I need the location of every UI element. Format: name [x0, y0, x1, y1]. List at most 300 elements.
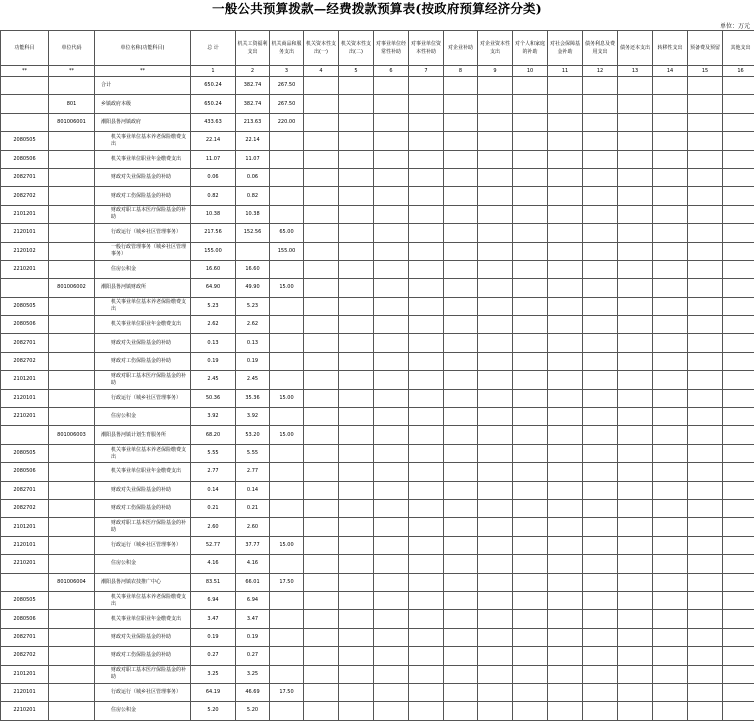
value-cell [653, 187, 688, 205]
value-cell [723, 647, 754, 665]
value-cell [409, 426, 444, 444]
value-cell [270, 168, 304, 186]
function-code-cell: 2101201 [1, 371, 49, 389]
value-cell [478, 610, 513, 628]
value-cell [548, 150, 583, 168]
function-code-cell [1, 113, 49, 131]
value-cell [339, 463, 374, 481]
value-cell [618, 242, 653, 260]
value-cell: 2.77 [191, 463, 236, 481]
value-cell: 4.16 [191, 555, 236, 573]
value-cell [688, 518, 723, 536]
unit-name-cell: 机关事业单位职业年金缴费支出 [95, 610, 191, 628]
value-cell [583, 95, 618, 113]
value-cell [478, 481, 513, 499]
value-cell [444, 683, 478, 701]
unit-code-cell [49, 481, 95, 499]
value-cell [374, 408, 409, 426]
unit-code-cell [49, 352, 95, 370]
value-cell [548, 536, 583, 554]
unit-name-cell: 行政运行（城乡社区管理事务） [95, 683, 191, 701]
unit-code-cell [49, 536, 95, 554]
value-cell [618, 683, 653, 701]
column-header: 转移性支出 [653, 31, 688, 66]
value-cell [339, 279, 374, 297]
value-cell [444, 297, 478, 315]
value-cell [723, 132, 754, 150]
value-cell [409, 573, 444, 591]
value-cell [478, 463, 513, 481]
value-cell [583, 481, 618, 499]
value-cell [653, 591, 688, 609]
value-cell [444, 573, 478, 591]
value-cell [270, 150, 304, 168]
value-cell [444, 481, 478, 499]
value-cell: 3.25 [236, 665, 270, 683]
value-cell [618, 702, 653, 720]
value-cell: 3.92 [191, 408, 236, 426]
value-cell [339, 665, 374, 683]
unit-name-cell: 一般行政管理事务（城乡社区管理事务） [95, 242, 191, 260]
value-cell [723, 187, 754, 205]
value-cell [583, 334, 618, 352]
value-cell [583, 77, 618, 95]
value-cell [548, 187, 583, 205]
unit-name-cell: 财政对失业保险基金的补助 [95, 628, 191, 646]
value-cell [583, 444, 618, 462]
value-cell [304, 95, 339, 113]
value-cell [583, 665, 618, 683]
value-cell [478, 647, 513, 665]
value-cell [374, 95, 409, 113]
value-cell [618, 591, 653, 609]
value-cell [583, 113, 618, 131]
column-header: 机关商品和服务支出 [270, 31, 304, 66]
value-cell [583, 683, 618, 701]
value-cell [409, 316, 444, 334]
value-cell [583, 371, 618, 389]
table-row [1, 702, 754, 720]
value-cell [444, 463, 478, 481]
value-cell [548, 168, 583, 186]
value-cell [478, 536, 513, 554]
unit-name-cell: 机关事业单位基本养老保险缴费支出 [95, 132, 191, 150]
value-cell [618, 224, 653, 242]
value-cell [339, 426, 374, 444]
unit-name-cell: 机关事业单位职业年金缴费支出 [95, 463, 191, 481]
value-cell: 382.74 [236, 77, 270, 95]
column-index: ** [49, 66, 95, 77]
value-cell [409, 132, 444, 150]
unit-name-cell: 潮阳县鲁河镇财政所 [95, 279, 191, 297]
value-cell [304, 316, 339, 334]
value-cell [513, 132, 548, 150]
value-cell [339, 187, 374, 205]
value-cell [339, 352, 374, 370]
value-cell [548, 242, 583, 260]
value-cell [548, 702, 583, 720]
value-cell [444, 408, 478, 426]
value-cell: 0.27 [191, 647, 236, 665]
unit-name-cell: 机关事业单位职业年金缴费支出 [95, 316, 191, 334]
table-row [1, 683, 754, 701]
value-cell [339, 683, 374, 701]
value-cell [409, 647, 444, 665]
value-cell: 35.36 [236, 389, 270, 407]
unit-code-cell [49, 647, 95, 665]
value-cell [688, 279, 723, 297]
unit-name-cell: 潮阳县鲁河镇计划生育服务所 [95, 426, 191, 444]
value-cell [374, 352, 409, 370]
value-cell [478, 444, 513, 462]
value-cell [374, 168, 409, 186]
function-code-cell: 2082702 [1, 352, 49, 370]
value-cell [478, 371, 513, 389]
value-cell [653, 95, 688, 113]
value-cell: 382.74 [236, 95, 270, 113]
value-cell [513, 334, 548, 352]
function-code-cell: 2082701 [1, 168, 49, 186]
table-row [1, 150, 754, 168]
unit-code-cell [49, 260, 95, 278]
value-cell [513, 610, 548, 628]
value-cell [444, 187, 478, 205]
value-cell [653, 316, 688, 334]
value-cell: 5.23 [191, 297, 236, 315]
value-cell [583, 150, 618, 168]
function-code-cell: 2101201 [1, 518, 49, 536]
value-cell [548, 113, 583, 131]
table-row [1, 536, 754, 554]
value-cell [444, 95, 478, 113]
value-cell [304, 113, 339, 131]
value-cell: 5.55 [236, 444, 270, 462]
value-cell [688, 334, 723, 352]
value-cell [409, 389, 444, 407]
value-cell [723, 371, 754, 389]
value-cell [304, 444, 339, 462]
table-row [1, 279, 754, 297]
value-cell [618, 316, 653, 334]
table-row [1, 481, 754, 499]
value-cell [548, 132, 583, 150]
column-header: 对个人和家庭的补助 [513, 31, 548, 66]
column-header: 对事业单位经常性补助 [374, 31, 409, 66]
unit-name-cell: 财政对职工基本医疗保险基金的补助 [95, 371, 191, 389]
value-cell [478, 260, 513, 278]
value-cell [618, 95, 653, 113]
value-cell [374, 610, 409, 628]
value-cell [653, 113, 688, 131]
value-cell [723, 77, 754, 95]
column-header: 机关工资福利支出 [236, 31, 270, 66]
value-cell [409, 205, 444, 223]
function-code-cell: 2080506 [1, 316, 49, 334]
value-cell [374, 334, 409, 352]
function-code-cell: 2101201 [1, 205, 49, 223]
value-cell [583, 702, 618, 720]
value-cell: 213.63 [236, 113, 270, 131]
value-cell [513, 426, 548, 444]
value-cell [409, 352, 444, 370]
value-cell [304, 260, 339, 278]
value-cell [409, 113, 444, 131]
value-cell [304, 205, 339, 223]
unit-name-cell: 财政对职工基本医疗保险基金的补助 [95, 518, 191, 536]
value-cell [374, 444, 409, 462]
value-cell [304, 371, 339, 389]
value-cell [688, 426, 723, 444]
value-cell [339, 168, 374, 186]
value-cell [723, 481, 754, 499]
value-cell [513, 352, 548, 370]
value-cell [653, 555, 688, 573]
value-cell [723, 702, 754, 720]
value-cell [688, 536, 723, 554]
unit-name-cell: 机关事业单位基本养老保险缴费支出 [95, 297, 191, 315]
value-cell [723, 242, 754, 260]
table-row [1, 518, 754, 536]
value-cell: 0.14 [191, 481, 236, 499]
function-code-cell: 2082701 [1, 481, 49, 499]
unit-name-cell: 机关事业单位基本养老保险缴费支出 [95, 591, 191, 609]
value-cell [723, 95, 754, 113]
value-cell [583, 408, 618, 426]
value-cell [723, 113, 754, 131]
value-cell [513, 683, 548, 701]
table-row [1, 297, 754, 315]
column-index: 11 [548, 66, 583, 77]
value-cell [444, 279, 478, 297]
value-cell: 11.07 [191, 150, 236, 168]
value-cell [478, 95, 513, 113]
value-cell [270, 334, 304, 352]
value-cell [618, 168, 653, 186]
value-cell: 5.20 [236, 702, 270, 720]
value-cell [653, 77, 688, 95]
value-cell [688, 242, 723, 260]
value-cell [618, 205, 653, 223]
value-cell [548, 352, 583, 370]
column-index: 1 [191, 66, 236, 77]
value-cell [270, 260, 304, 278]
value-cell [444, 702, 478, 720]
value-cell [688, 371, 723, 389]
value-cell: 3.47 [191, 610, 236, 628]
value-cell [583, 187, 618, 205]
value-cell [653, 150, 688, 168]
value-cell [618, 352, 653, 370]
value-cell [270, 132, 304, 150]
value-cell [723, 426, 754, 444]
value-cell [478, 334, 513, 352]
value-cell: 2.60 [236, 518, 270, 536]
value-cell [444, 150, 478, 168]
value-cell: 4.16 [236, 555, 270, 573]
value-cell [339, 573, 374, 591]
unit-code-cell [49, 408, 95, 426]
unit-code-cell [49, 610, 95, 628]
value-cell: 15.00 [270, 279, 304, 297]
value-cell [688, 260, 723, 278]
value-cell [653, 132, 688, 150]
unit-code-cell [49, 463, 95, 481]
value-cell: 0.19 [236, 352, 270, 370]
value-cell [409, 242, 444, 260]
value-cell [339, 113, 374, 131]
value-cell [688, 481, 723, 499]
value-cell: 49.90 [236, 279, 270, 297]
value-cell [513, 518, 548, 536]
value-cell [583, 591, 618, 609]
value-cell [723, 665, 754, 683]
value-cell [688, 95, 723, 113]
unit-code-cell [49, 77, 95, 95]
value-cell [374, 647, 409, 665]
value-cell [270, 628, 304, 646]
value-cell [723, 444, 754, 462]
value-cell: 6.94 [236, 591, 270, 609]
value-cell [513, 591, 548, 609]
value-cell [653, 481, 688, 499]
value-cell [339, 408, 374, 426]
value-cell: 2.45 [191, 371, 236, 389]
value-cell: 15.00 [270, 536, 304, 554]
value-cell [478, 168, 513, 186]
value-cell [653, 371, 688, 389]
value-cell [339, 499, 374, 517]
value-cell [688, 573, 723, 591]
value-cell: 66.01 [236, 573, 270, 591]
value-cell: 10.38 [191, 205, 236, 223]
value-cell [374, 371, 409, 389]
unit-code-cell [49, 444, 95, 462]
value-cell [618, 77, 653, 95]
value-cell [548, 518, 583, 536]
table-row [1, 334, 754, 352]
value-cell [688, 665, 723, 683]
value-cell [548, 224, 583, 242]
table-row [1, 205, 754, 223]
value-cell [513, 536, 548, 554]
value-cell: 0.19 [236, 628, 270, 646]
table-row [1, 426, 754, 444]
value-cell [304, 628, 339, 646]
unit-name-cell: 行政运行（城乡社区管理事务） [95, 536, 191, 554]
value-cell [513, 187, 548, 205]
value-cell [513, 444, 548, 462]
value-cell [374, 77, 409, 95]
value-cell [304, 242, 339, 260]
value-cell [339, 224, 374, 242]
value-cell [409, 610, 444, 628]
value-cell [478, 665, 513, 683]
value-cell [478, 573, 513, 591]
value-cell [618, 499, 653, 517]
value-cell [653, 573, 688, 591]
value-cell [723, 224, 754, 242]
value-cell [409, 168, 444, 186]
value-cell [339, 371, 374, 389]
value-cell [409, 555, 444, 573]
value-cell [478, 113, 513, 131]
value-cell [339, 518, 374, 536]
value-cell [548, 610, 583, 628]
value-cell [304, 77, 339, 95]
column-header: 单位名称(功能科目) [95, 31, 191, 66]
unit-code-cell [49, 334, 95, 352]
value-cell [270, 499, 304, 517]
value-cell [304, 573, 339, 591]
value-cell [513, 499, 548, 517]
value-cell [583, 132, 618, 150]
function-code-cell: 2082702 [1, 187, 49, 205]
unit-code-cell [49, 499, 95, 517]
value-cell [374, 481, 409, 499]
value-cell: 0.19 [191, 628, 236, 646]
value-cell [688, 224, 723, 242]
value-cell [618, 610, 653, 628]
value-cell [688, 499, 723, 517]
value-cell [270, 352, 304, 370]
column-header: 对企业补助 [444, 31, 478, 66]
column-index: 6 [374, 66, 409, 77]
value-cell [304, 647, 339, 665]
value-cell [304, 555, 339, 573]
value-cell [653, 702, 688, 720]
value-cell [374, 573, 409, 591]
value-cell [478, 316, 513, 334]
value-cell: 2.77 [236, 463, 270, 481]
value-cell [618, 297, 653, 315]
value-cell [270, 463, 304, 481]
value-cell [339, 555, 374, 573]
value-cell [583, 518, 618, 536]
value-cell [409, 279, 444, 297]
value-cell [478, 132, 513, 150]
unit-name-cell: 财政对失业保险基金的补助 [95, 168, 191, 186]
column-header: 预备费及预留 [688, 31, 723, 66]
unit-code-cell [49, 224, 95, 242]
value-cell [618, 408, 653, 426]
value-cell [444, 536, 478, 554]
value-cell [688, 463, 723, 481]
table-row [1, 610, 754, 628]
value-cell [653, 536, 688, 554]
value-cell [618, 444, 653, 462]
table-row [1, 168, 754, 186]
value-cell [270, 665, 304, 683]
value-cell [478, 408, 513, 426]
column-header: 对企业资本性支出 [478, 31, 513, 66]
value-cell [723, 408, 754, 426]
value-cell: 6.94 [191, 591, 236, 609]
value-cell: 64.90 [191, 279, 236, 297]
value-cell [339, 316, 374, 334]
value-cell [236, 242, 270, 260]
value-cell [688, 150, 723, 168]
unit-code-cell [49, 187, 95, 205]
value-cell [548, 628, 583, 646]
column-index: 12 [583, 66, 618, 77]
value-cell [583, 168, 618, 186]
value-cell [688, 297, 723, 315]
value-cell: 11.07 [236, 150, 270, 168]
unit-code-cell [49, 555, 95, 573]
value-cell [688, 132, 723, 150]
value-cell [339, 95, 374, 113]
value-cell [304, 481, 339, 499]
